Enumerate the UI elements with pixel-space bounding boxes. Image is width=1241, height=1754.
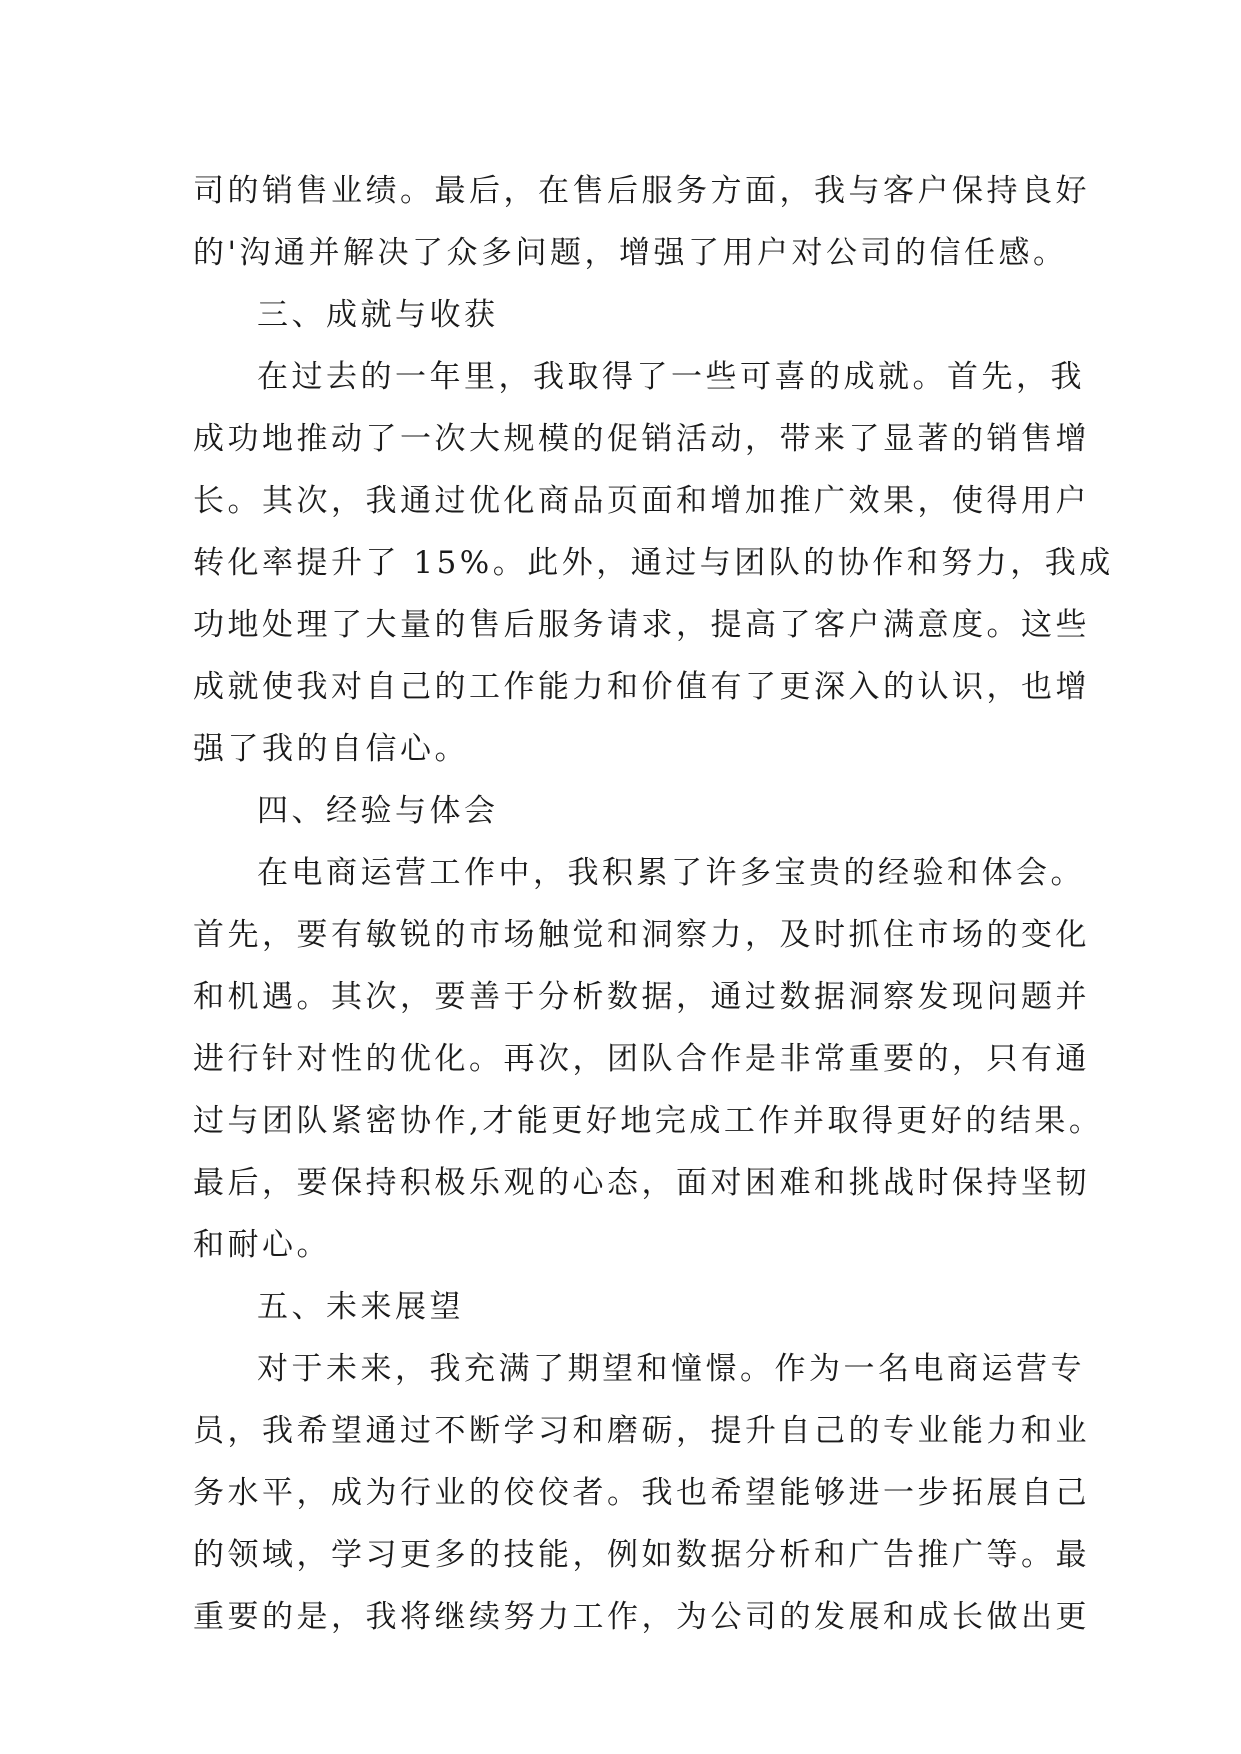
body-text-line: 在过去的一年里，我取得了一些可喜的成就。首先，我 bbox=[257, 359, 1085, 395]
body-text-line: 长。其次，我通过优化商品页面和增加推广效果，使得用户 bbox=[193, 483, 1090, 519]
body-text-line: 和耐心。 bbox=[193, 1227, 331, 1263]
body-text-line: 最后，要保持积极乐观的心态，面对困难和挑战时保持坚韧 bbox=[193, 1165, 1090, 1201]
body-text-line: 进行针对性的优化。再次，团队合作是非常重要的，只有通 bbox=[193, 1041, 1090, 1077]
body-text-line: 和机遇。其次，要善于分析数据，通过数据洞察发现问题并 bbox=[193, 979, 1090, 1015]
body-text-line: 司的销售业绩。最后，在售后服务方面，我与客户保持良好 bbox=[193, 173, 1090, 209]
body-text-line: 员，我希望通过不断学习和磨砺，提升自己的专业能力和业 bbox=[193, 1413, 1090, 1449]
body-text-line: 的领域，学习更多的技能，例如数据分析和广告推广等。最 bbox=[193, 1537, 1090, 1573]
body-text-line: 成功地推动了一次大规模的促销活动，带来了显著的销售增 bbox=[193, 421, 1090, 457]
body-text-line: 转化率提升了 15%。此外，通过与团队的协作和努力，我成 bbox=[193, 545, 1114, 581]
section-heading-experience: 四、经验与体会 bbox=[257, 793, 499, 829]
section-heading-outlook: 五、未来展望 bbox=[257, 1289, 464, 1325]
body-text-line: 首先，要有敏锐的市场触觉和洞察力，及时抓住市场的变化 bbox=[193, 917, 1090, 953]
body-text-line: 成就使我对自己的工作能力和价值有了更深入的认识，也增 bbox=[193, 669, 1090, 705]
section-heading-achievements: 三、成就与收获 bbox=[257, 297, 499, 333]
body-text-line: 务水平，成为行业的佼佼者。我也希望能够进一步拓展自己 bbox=[193, 1475, 1090, 1511]
body-text-line: 的'沟通并解决了众多问题，增强了用户对公司的信任感。 bbox=[193, 235, 1068, 271]
body-text-line: 对于未来，我充满了期望和憧憬。作为一名电商运营专 bbox=[257, 1351, 1085, 1387]
body-text-line: 重要的是，我将继续努力工作，为公司的发展和成长做出更 bbox=[193, 1599, 1090, 1635]
body-text-line: 在电商运营工作中，我积累了许多宝贵的经验和体会。 bbox=[257, 855, 1085, 891]
body-text-line: 强了我的自信心。 bbox=[193, 731, 469, 767]
document-page bbox=[193, 160, 1114, 1648]
body-text-line: 功地处理了大量的售后服务请求，提高了客户满意度。这些 bbox=[193, 607, 1090, 643]
body-text-line: 过与团队紧密协作,才能更好地完成工作并取得更好的结果。 bbox=[193, 1103, 1104, 1139]
